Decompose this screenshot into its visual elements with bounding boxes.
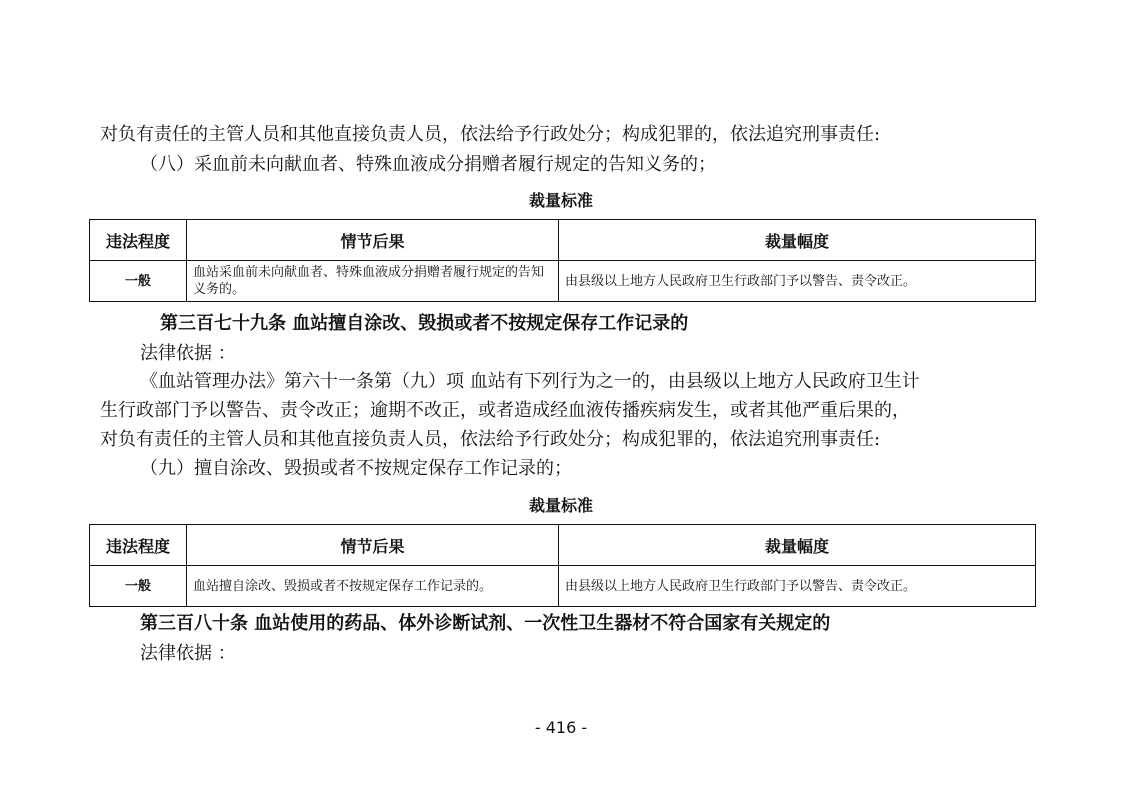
circumstance-cell: 血站擅自涂改、毁损或者不按规定保存工作记录的。 [187,566,559,607]
text-line: 《血站管理办法》第六十一条第（九）项 血站有下列行为之一的，由县级以上地方人民政府卫生计 [140,371,920,392]
header-cell: 裁量幅度 [559,525,1036,566]
header-cell: 裁量幅度 [559,220,1036,261]
penalty-cell: 由县级以上地方人民政府卫生行政部门予以警告、责令改正。 [559,566,1036,607]
level-cell: 一般 [90,261,187,302]
header-cell: 情节后果 [187,525,559,566]
table-row [90,261,1036,302]
article-heading: 第三百八十条 血站使用的药品、体外诊断试剂、一次性卫生器材不符合国家有关规定的 [140,613,831,634]
discretion-table [89,524,1036,607]
table-row [90,566,1036,607]
text-line: 对负有责任的主管人员和其他直接负责人员，依法给予行政处分；构成犯罪的，依法追究刑事责任: [100,124,881,145]
text-line: 法律依据 ： [140,343,236,364]
table-header-row [90,525,1036,566]
header-cell: 违法程度 [90,525,187,566]
page-number: - 416 - [534,718,588,737]
article-heading: 第三百七十九条 血站擅自涂改、毁损或者不按规定保存工作记录的 [160,313,689,334]
text-line: 对负有责任的主管人员和其他直接负责人员，依法给予行政处分；构成犯罪的，依法追究刑事责任: [100,429,881,450]
circumstance-cell: 血站采血前未向献血者、特殊血液成分捐赠者履行规定的告知义务的。 [187,261,559,302]
table-caption: 裁量标准 [528,191,593,210]
discretion-table [89,219,1036,302]
table-header-row [90,220,1036,261]
text-line: 法律依据 ： [140,643,236,664]
penalty-cell: 由县级以上地方人民政府卫生行政部门予以警告、责令改正。 [559,261,1036,302]
header-cell: 违法程度 [90,220,187,261]
table-caption: 裁量标准 [528,496,593,515]
text-line: （八）采血前未向献血者、特殊血液成分捐赠者履行规定的告知义务的； [140,154,716,175]
header-cell: 情节后果 [187,220,559,261]
level-cell: 一般 [90,566,187,607]
text-line: 生行政部门予以警告、责令改正；逾期不改正，或者造成经血液传播疾病发生，或者其他严重后果的， [100,400,910,421]
text-line: （九）擅自涂改、毁损或者不按规定保存工作记录的； [140,458,572,479]
